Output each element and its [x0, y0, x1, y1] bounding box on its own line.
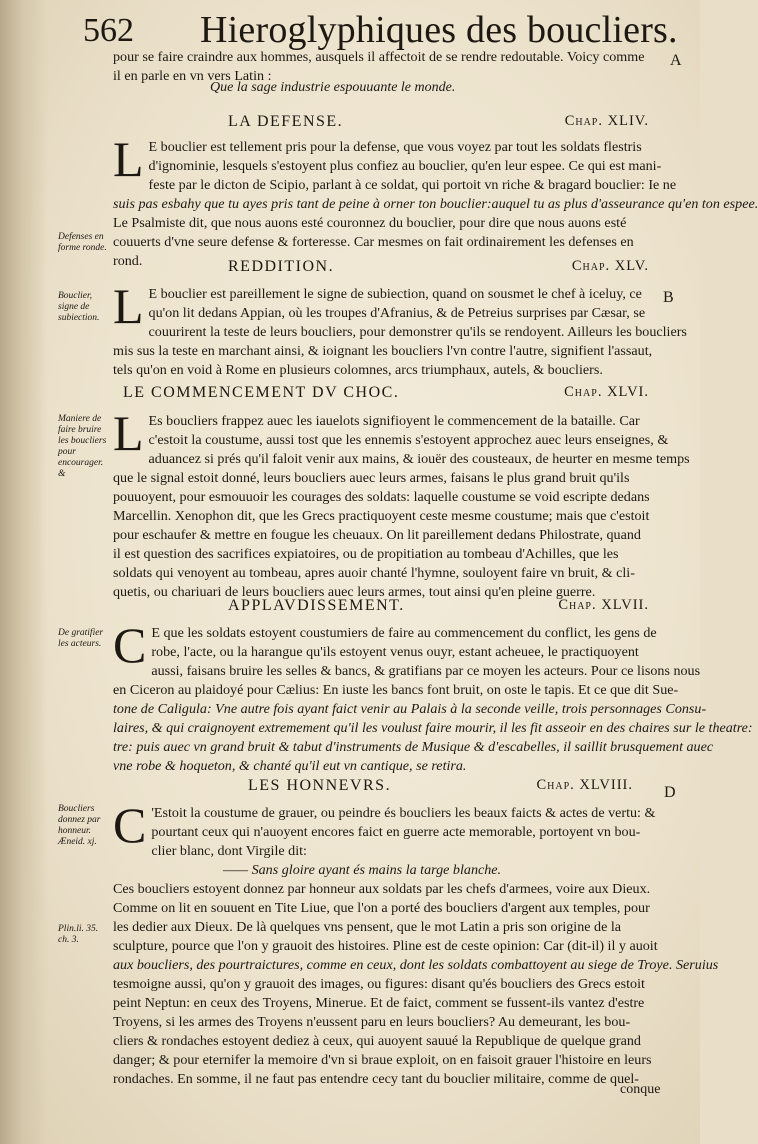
running-title: Hieroglyphiques des boucliers. — [200, 9, 678, 51]
text-line: Ces boucliers estoyent donnez par honneur aux soldats par les chefs d'armees, voire aux Dieux. — [113, 881, 651, 897]
side-letter-a: A — [670, 52, 682, 69]
section-title: LE COMMENCEMENT DV CHOC. — [123, 384, 400, 401]
text-line: que le signal estoit donné, leurs boucliers auec leurs armes, faisans le plus grand bruit qu'ils — [113, 470, 630, 486]
text-line: qu'on lit dedans Appian, où les troupes d'Afranius, & de Petreius surprises par Cæsar, se — [148, 305, 646, 321]
text-line: rondaches. En somme, il ne faut pas entendre cecy tant du bouclier militaire, comme de quel- — [113, 1071, 639, 1087]
text-line: quetis, ou chariuari de leurs boucliers auec leurs armes, tout ainsi qu'en pleine guerre. — [113, 584, 596, 600]
text-line: tesmoigne aussi, qu'on y grauoit des images, ou figures: disant qu'és boucliers des Grecs estoit — [113, 976, 645, 992]
section-title: LA DEFENSE. — [228, 113, 344, 130]
text-line: aux boucliers, des pourtraictures, comme en ceux, dont les soldats combattoyent au siege de Troye. Seruius — [113, 957, 719, 973]
text-line: E que les soldats estoyent coustumiers de faire au commencement du conflict, les gens de — [151, 625, 657, 641]
text-line: peint Neptun: en ceux des Troyens, Minerue. Et de faict, comment se fussent-ils vantez d'estre — [113, 995, 645, 1011]
text-line: E bouclier est tellement pris pour la defense, que vous voyez par tout les soldats flestris — [148, 139, 642, 155]
section-heading-honneurs — [113, 777, 669, 799]
margin-note: De gratifier les acteurs. — [58, 628, 104, 649]
text-line: Troyens, si les armes des Troyens n'eussent paru en leurs boucliers? Au demeurant, les bou- — [113, 1014, 631, 1030]
drop-cap: L — [113, 131, 144, 187]
text-line: couuerts d'vne seure defense & forteresse. Car mesmes on fait ordinairement les defenses en — [113, 234, 634, 250]
section-heading-applaudissement — [113, 597, 669, 619]
section-body-defense — [113, 131, 758, 271]
text-line: robe, l'acte, ou la harangue qu'ils estoyent venus ouyr, estant acheuee, le practiquoyent — [151, 644, 639, 660]
text-line: Marcellin. Xenophon dit, que les Grecs practiquoyent ceste mesme coustume; mais que c'estoit — [113, 508, 650, 524]
text-line: sculpture, pource que l'on y grauoit des histoires. Pline est de ceste opinion: Car (dit-il) il y auoit — [113, 938, 658, 954]
text-line: Es boucliers frappez auec les iauelots signifioyent le commencement de la bataille. Car — [148, 413, 640, 429]
binding-gutter-shadow — [0, 0, 48, 1144]
text-line: pouuoyent, pour esmouuoir les courages des soldats: laquelle coustume se void escripte dedans — [113, 489, 650, 505]
drop-cap: L — [113, 405, 144, 461]
text-line: pour eschaufer & mettre en fougue les cheuaux. On lit pareillement dedans Philostrate, quand — [113, 527, 641, 543]
text-line: tre: puis auec vn grand bruit & tabut d'instruments de Musique & d'escabelles, il saillit brusquement auec — [113, 739, 714, 755]
text-line: suis pas esbahy que tu ayes pris tant de peine à orner ton bouclier:auquel tu as plus d'asseurance qu'en ton espee. — [113, 196, 758, 212]
text-line: les dedier aux Dieux. De là quelques vns pensent, que le mot Latin a pris son origine de la — [113, 919, 622, 935]
margin-note: Boucliers donnez par honneur. Æneid. xj. — [58, 804, 101, 847]
text-line: clier blanc, dont Virgile dit: — [151, 843, 307, 859]
text-line: mis sus la teste en marchant ainsi, & ioignant les boucliers l'vn contre l'autre, signifient l'assaut, — [113, 343, 653, 359]
chapter-number: Chap. XLVI. — [564, 384, 649, 400]
text-line: cliers & rondaches estoyent dediez à ceux, qui auoyent sauué la Republique de quelque grand — [113, 1033, 641, 1049]
section-heading-reddition — [113, 258, 669, 280]
drop-cap: L — [113, 278, 144, 334]
text-line: E bouclier est pareillement le signe de subiection, quand on sousmet le chef à iceluy, ce — [148, 286, 642, 302]
margin-note: Bouclier, signe de subiection. — [58, 291, 100, 323]
text-line: couurirent la teste de leurs boucliers, pour demonstrer qu'ils se rendoyent. Ailleurs les bouсliers — [148, 324, 687, 340]
text-line: soldats qui venoyent au tombeau, apres auoir chanté l'hymne, souloyent faire vn bruit, & cli- — [113, 565, 635, 581]
chapter-number: Chap. XLVII. — [558, 597, 649, 613]
section-title: LES HONNEVRS. — [248, 777, 392, 794]
drop-cap: C — [113, 797, 147, 853]
text-line: aduancez si prés qu'il faloit venir aux mains, & iouër des cousteaux, de heurter en mesme temps — [148, 451, 690, 467]
text-line: il en parle en vn vers Latin : — [113, 68, 272, 84]
text-line: vne robe & hoqueton, & chanté qu'il eut vn cantique, se retira. — [113, 758, 467, 774]
section-title: REDDITION. — [228, 258, 335, 275]
catchword: conque — [620, 1082, 661, 1097]
text-line: c'estoit la coustume, aussi tost que les ennemis s'estoyent approchez auec leurs enseignes, & — [148, 432, 669, 448]
text-line: tone de Caligula: Vne autre fois ayant faict venir au Palais à la seconde veille, trois personnages Consu- — [113, 701, 707, 717]
section-body-reddition — [113, 278, 687, 380]
text-line: Le Psalmiste dit, que nous auons esté couronnez du bouclier, pour dire que nous auons esté — [113, 215, 627, 231]
text-line: danger; & pour eternifer la memoire d'vn si braue exploit, on en faisoit grauer l'histoire en leurs — [113, 1052, 652, 1068]
text-line: laires, & qui craignoyent extremement qu'il les voulust faire mourir, il les fit asseoir en des chaires sur le theatre: — [113, 720, 753, 736]
text-line: tels qu'on en void à Rome en plusieurs colomnes, arcs triumphaux, autels, & boucliers. — [113, 362, 603, 378]
section-body-applaudissement — [113, 617, 753, 776]
chapter-number: Chap. XLVIII. — [536, 777, 633, 793]
section-heading-choc — [113, 384, 669, 406]
text-line: —— Sans gloire ayant és mains la targe blanche. — [223, 862, 502, 878]
text-line: en Ciceron au plaidoyé pour Cælius: En iuste les bancs font bruit, on oste le tapis. Et ce que dit Sue- — [113, 682, 679, 698]
text-line: pour se faire craindre aux hommes, ausquels il affectoit de se rendre redoutable. Voicy comme — [113, 49, 645, 65]
side-letter-b: B — [663, 289, 674, 306]
text-line: rond. — [113, 253, 143, 269]
text-line: 'Estoit la coustume de grauer, ou peindre és boucliers les beaux faicts & actes de vertu: & — [151, 805, 656, 821]
page-number: 562 — [83, 12, 134, 49]
drop-cap: C — [113, 617, 147, 673]
margin-note: Defenses en forme ronde. — [58, 232, 107, 253]
text-line: il est question des sacrifices expiatoires, ou de propitiation au tombeau d'Achilles, que les — [113, 546, 619, 562]
text-line: Comme on lit en souuent en Tite Liue, que l'on a porté des boucliers d'argent aux temples, pour — [113, 900, 650, 916]
chapter-number: Chap. XLIV. — [564, 113, 649, 129]
text-line: d'ignominie, lesquels s'estoyent plus confiez au bouclier, qu'en leur espee. Ce qui est mani- — [148, 158, 662, 174]
text-line: aussi, faisans bruire les selles & bancs, & gratifians par ce moyen les acteurs. Pour ce lisons nous — [151, 663, 701, 679]
section-body-choc — [113, 405, 690, 602]
section-body-honneurs — [113, 797, 719, 1089]
text-line: feste par le dicton de Scipio, parlant à ce soldat, qui portoit vn riche & bragard bouclier: Ie ne — [148, 177, 677, 193]
text-line: pourtant ceux qui n'auoyent encores faict en guerre acte memorable, portoyent vn bou- — [151, 824, 641, 840]
side-letter-d: D — [664, 784, 676, 801]
chapter-number: Chap. XLV. — [571, 258, 649, 274]
section-title: APPLAVDISSEMENT. — [228, 597, 405, 614]
margin-note: Plin.li. 35. ch. 3. — [58, 924, 99, 945]
margin-note: Maniere de faire bruire les boucliers pour encourager. & — [58, 414, 107, 479]
section-heading-defense — [113, 113, 669, 135]
latin-verse: Que la sage industrie espouuante le monde. — [210, 80, 456, 95]
